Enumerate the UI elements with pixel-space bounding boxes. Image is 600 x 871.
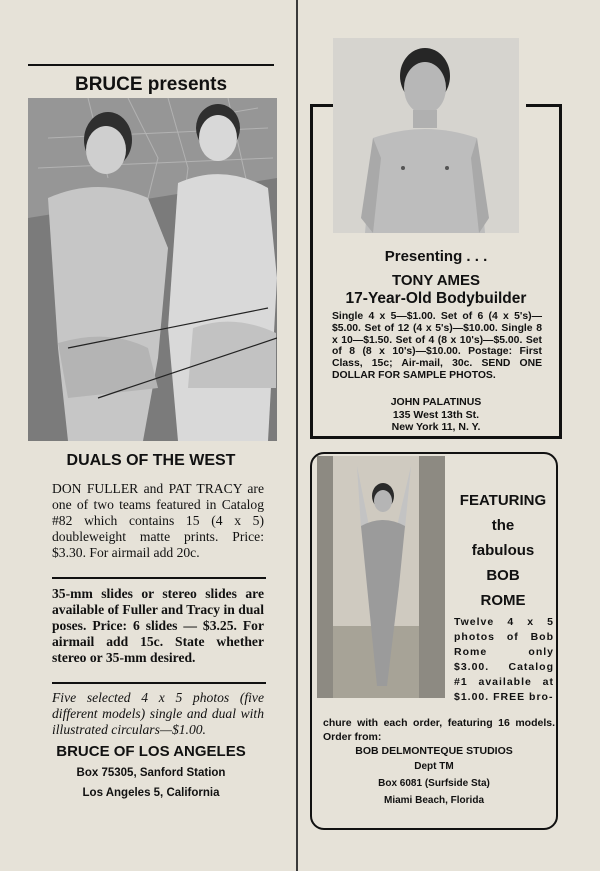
the-line: the — [491, 517, 515, 534]
duals-heading: DUALS OF THE WEST — [66, 452, 236, 469]
five-photos-offer: Five selected 4 x 5 photos (five different models) single and dual with illustrated circulars—$1.00. — [52, 690, 264, 737]
address-line-1: Box 75305, Sanford Station — [76, 767, 226, 779]
ad-title: BRUCE presents — [74, 74, 228, 95]
studio-dept: Dept TM — [414, 761, 454, 772]
address-line-2: Los Angeles 5, California — [82, 787, 220, 799]
tony-name: TONY AMES — [391, 272, 481, 289]
slides-offer: 35-mm slides or stereo slides are available of Fuller and Tracy in dual poses. Price: 6 slides — $3.25. For airmail add 15c. State whether stereo or 35-mm desired. — [52, 586, 264, 665]
contact-city: New York 11, N. Y. — [391, 421, 481, 433]
contact-street: 135 West 13th St. — [392, 409, 480, 421]
featuring-line: FEATURING — [459, 492, 547, 509]
bob-photo — [317, 456, 445, 698]
bob-offer: Twelve 4 x 5 photos of Bob Rome only $3.00. Catalog #1 available at $1.00. FREE bro- — [454, 616, 554, 703]
top-rule — [28, 64, 274, 66]
duals-description: DON FULLER and PAT TRACY are one of two teams featured in Catalog #82 which contains 15 (4 x 5) doubleweight matte prints. Price: $3.30. For airmail add 20c. — [52, 481, 264, 560]
tony-photo — [333, 38, 519, 233]
studio-box: Box 6081 (Surfside Sta) — [378, 778, 490, 789]
rule-2 — [52, 682, 266, 684]
studio-name: BOB DELMONTEQUE STUDIOS — [355, 745, 513, 757]
company-name: BRUCE OF LOS ANGELES — [56, 743, 246, 760]
column-divider — [296, 0, 298, 871]
studio-city: Miami Beach, Florida — [383, 795, 485, 806]
rule-1 — [52, 577, 266, 579]
tony-prices: Single 4 x 5—$1.00. Set of 6 (4 x 5's)—$5.00. Set of 12 (4 x 5's)—$10.00. Single 8 x 10—$1.50. Set of 4 (8 x 10's)—$5.00. Set of 8 (8 x 10's)—$10.00. Postage: First Class, 15c; Air-mail, 30c. SEND ONE DOLLAR FOR SAMPLE PHOTOS. — [332, 311, 542, 381]
tony-subtitle: 17-Year-Old Bodybuilder — [345, 290, 527, 307]
bob-last-name: ROME — [480, 592, 526, 609]
duals-photo — [28, 98, 277, 441]
fabulous-line: fabulous — [471, 542, 535, 559]
bob-offer-continued: chure with each order, featuring 16 models. Order from: — [323, 717, 555, 743]
contact-name: JOHN PALATINUS — [390, 396, 482, 408]
presenting-heading: Presenting . . . — [384, 248, 488, 265]
bob-first-name: BOB — [486, 567, 520, 584]
